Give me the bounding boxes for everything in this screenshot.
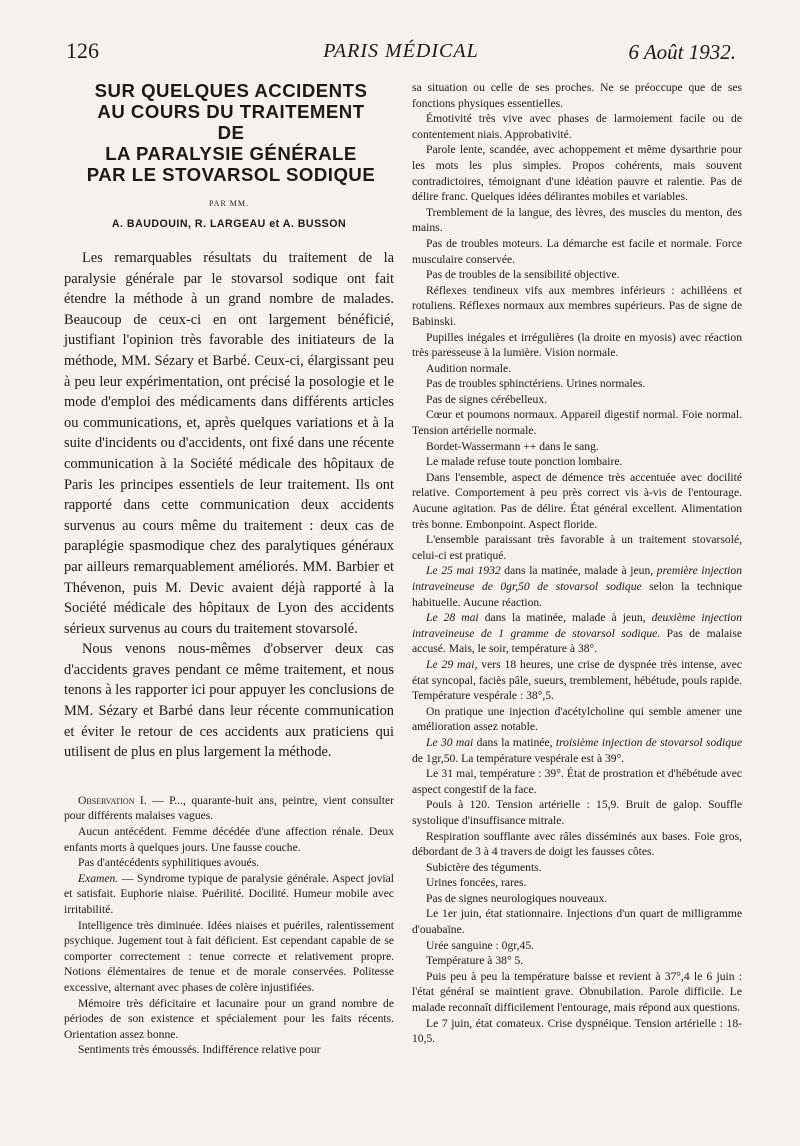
observation-label: Observation I. — [78, 793, 147, 807]
observation-left — [64, 793, 394, 1058]
obs-paragraph: Tremblement de la langue, des lèvres, des muscles du menton, des mains. — [412, 205, 742, 235]
obs-paragraph: Le malade refuse toute ponction lombaire. — [426, 455, 623, 469]
dated-entry-25-may — [412, 563, 742, 610]
intro-paragraph: Nous venons nous-mêmes d'observer deux cas d'accidents graves pendant ce même traitement, et nous tenons à les rapporter ici pour appuyer les conclusions de MM. Sézary et Barbé dans leur récente communication et éviter le retour de ces accidents aux praticiens qui utilisent de plus en plus largement la méthode. — [64, 641, 394, 761]
entry-text: dans la matinée, — [473, 735, 556, 749]
obs-paragraph: Pas de troubles moteurs. La démarche est facile et normale. Force musculaire conservée. — [412, 236, 742, 266]
obs-paragraph: Puis peu à peu la température baisse et revient à 37°,4 le 6 juin : l'état général se maintient grave. Obnubilation. Parole difficile. Le malade reconnaît difficilement l'entourage, mais répond aux questions. — [412, 969, 742, 1015]
dated-entry-28-may — [412, 610, 742, 657]
dated-entry-30-may — [412, 735, 742, 766]
obs-paragraph: Parole lente, scandée, avec achoppement et même dysarthrie pour les mots les plus simples. Propos cohérents, mais souvent contradictoires, témoignant d'une idéation pauvre et ralentie. Pas de délire franc. Quelques idées délirantes mobiles et variables. — [412, 143, 742, 204]
issue-date: 6 Août 1932. — [628, 40, 736, 64]
intro-paragraph: Les remarquables résultats du traitement de la paralysie générale par le stovarsol sodique ont fait étendre la méthode à un grand nombre de malades. Beaucoup de ceux-ci en ont largement bénéficié, justifiant l'opinion très favorable des initiateurs de la méthode, MM. Sézary et Barbé. Ceux-ci, élargissant peu à peu leur expérimentation, ont précisé la posologie et le mode d'emploi des médicaments dans différents articles ou communications, et, après quelques variations et à la suite d'incidents ou d'accidents, ont fixé dans une récente communication à la Société médicale des hôpitaux de Paris les principes essentiels de leur traitement. Ils ont rapporté dans cette communication deux accidents survenus au cours même du traitement : deux cas de paraplégie spasmodique chez des paralytiques généraux par ailleurs remarquablement améliorés. MM. Barbier et Thévenon, puis M. Devic avaient déjà rapporté à la Société médicale des hôpitaux de Lyon des accidents sérieux survenus au cours du traitement stovarsolé. — [64, 250, 394, 637]
obs-paragraph: Pas de signes cérébelleux. — [426, 392, 548, 406]
obs-paragraph: Urines foncées, rares. — [426, 876, 527, 890]
title-line: PAR LE STOVARSOL SODIQUE — [86, 164, 376, 185]
entry-text: dans la matinée, malade à jeun, — [478, 611, 652, 625]
entry-text: de 1gr,50. La température vespérale est à 39°. — [412, 751, 625, 765]
title-line: LA PARALYSIE GÉNÉRALE — [105, 143, 357, 164]
entry-emphasis: deuxième injection intraveineuse de 1 gramme de stovarsol sodique. — [412, 611, 742, 640]
obs-paragraph: Mémoire très déficitaire et lacunaire pour un grand nombre de périodes de son existence et spécialement pour les faits récents. Orientation assez bonne. — [64, 996, 394, 1041]
obs-paragraph: Subictère des téguments. — [426, 860, 542, 874]
entry-date: Le 25 mai 1932 — [426, 564, 501, 578]
observation-heading — [64, 793, 394, 824]
introduction — [64, 248, 394, 763]
title-line: AU COURS DU TRAITEMENT — [97, 101, 365, 122]
page-number: 126 — [66, 38, 99, 63]
entry-text: vers 18 heures, une crise de dyspnée très intense, avec état syncopal, faciès pâle, sueurs, tremblement, hébétude, pouls rapide. Température vespérale : 38°,5. — [412, 657, 742, 703]
obs-paragraph: Intelligence très diminuée. Idées niaises et puériles, ralentissement psychique. Jugement tout à fait déficient. Est cependant capable de se comporter correctement : tenue correcte et relativement propre. Notions élémentaires de tenue et de morale conservées. Politesse excessive, alternant avec phases de colère injustifiées. — [64, 918, 394, 994]
obs-paragraph: Le 7 juin, état comateux. Crise dyspnéique. Tension artérielle : 18-10,5. — [412, 1016, 742, 1046]
obs-paragraph: Pas d'antécédents syphilitiques avoués. — [78, 856, 260, 870]
entry-date: Le 29 mai, — [426, 657, 478, 671]
title-line: DE — [217, 122, 245, 143]
obs-paragraph: Aucun antécédent. Femme décédée d'une affection rénale. Deux enfants morts à quelques jours. Une fausse couche. — [64, 825, 394, 854]
entry-date: Le 30 mai — [426, 735, 474, 749]
obs-paragraph: Cœur et poumons normaux. Appareil digestif normal. Foie normal. Tension artérielle normale. — [412, 408, 742, 438]
entry-text: selon la technique habituelle. Aucune réaction. — [412, 580, 742, 609]
observation-text: — P..., quarante-huit ans, peintre, vient consulter pour différents malaises vagues. — [64, 793, 394, 823]
obs-paragraph: Dans l'ensemble, aspect de démence très accentuée avec docilité relative. Comportement à peu près correct vis à-vis de l'entourage. Aucune agitation. Pas de délire. État général excellent. Alimentation très bonne. Embonpoint. Aspect floride. — [412, 470, 742, 531]
entry-text: dans la matinée, malade à jeun, — [500, 564, 657, 578]
authors: A. BAUDOUIN, R. LARGEAU et A. BUSSON — [111, 218, 347, 230]
right-column — [412, 80, 742, 1047]
obs-paragraph: Pas de signes neurologiques nouveaux. — [426, 891, 608, 905]
exam-text: — Syndrome typique de paralysie générale. Aspect jovial et satisfait. Euphorie niaise. Puérilité. Docilité. Humeur mobile avec irritabilité. — [64, 871, 394, 916]
obs-paragraph: Respiration soufflante avec râles disséminés aux bases. Foie gros, débordant de 3 à 4 travers de doigt les fausses côtes. — [412, 829, 742, 859]
obs-paragraph: Réflexes tendineux vifs aux membres inférieurs : achilléens et rotuliens. Réflexes normaux aux membres supérieurs. Pas de signe de Babinski. — [412, 283, 742, 328]
obs-paragraph: On pratique une injection d'acétylcholine qui semble amener une amélioration assez notable. — [412, 704, 742, 734]
continuation-paragraph: sa situation ou celle de ses proches. Ne se préoccupe que de ses fonctions physiques essentielles. — [412, 81, 742, 110]
obs-paragraph: Urée sanguine : 0gr,45. — [426, 938, 535, 952]
obs-paragraph: Audition normale. — [426, 361, 512, 375]
obs-paragraph: Bordet-Wassermann ++ dans le sang. — [426, 439, 599, 453]
entry-date: Le 28 mai — [426, 611, 479, 625]
exam-label: Examen. — [78, 871, 119, 885]
article-title — [68, 80, 394, 185]
dated-entry-29-may — [412, 657, 742, 704]
obs-paragraph: L'ensemble paraissant très favorable à un traitement stovarsolé, celui-ci est pratiqué. — [412, 533, 742, 562]
entry-emphasis: troisième injection de stovarsol sodique — [555, 735, 743, 749]
journal-title: PARIS MÉDICAL — [323, 40, 479, 62]
obs-paragraph: Pouls à 120. Tension artérielle : 15,9. Bruit de galop. Souffle systolique d'insuffisance mitrale. — [412, 798, 742, 827]
left-column — [64, 80, 394, 1058]
obs-paragraph: Le 1er juin, état stationnaire. Injections d'un quart de milligramme d'ouabaïne. — [412, 907, 742, 937]
byline-par: PAR MM. — [208, 199, 250, 208]
entry-emphasis: première injection intraveineuse de 0gr,50 de stovarsol sodique — [412, 564, 742, 593]
obs-paragraph: Température à 38° 5. — [426, 954, 524, 968]
obs-paragraph: Pas de troubles sphinctériens. Urines normales. — [426, 377, 646, 391]
obs-paragraph: Le 31 mai, température : 39°. État de prostration et d'hébétude avec aspect congestif de la face. — [412, 767, 742, 796]
obs-paragraph: Pupilles inégales et irrégulières (la droite en myosis) avec réaction très paresseuse à la lumière. Vision normale. — [412, 330, 742, 360]
obs-paragraph: Sentiments très émoussés. Indifférence relative pour — [78, 1043, 321, 1057]
entry-text: Pas de malaise accusé. Mais, le soir, température à 38°. — [412, 626, 742, 656]
obs-paragraph: Pas de troubles de la sensibilité objective. — [426, 268, 620, 282]
obs-paragraph: Émotivité très vive avec phases de larmoiement facile ou de contentement niais. Approbativité. — [412, 112, 742, 141]
title-line: SUR QUELQUES ACCIDENTS — [94, 80, 368, 101]
page-header — [66, 38, 736, 72]
exam-paragraph — [64, 871, 394, 918]
